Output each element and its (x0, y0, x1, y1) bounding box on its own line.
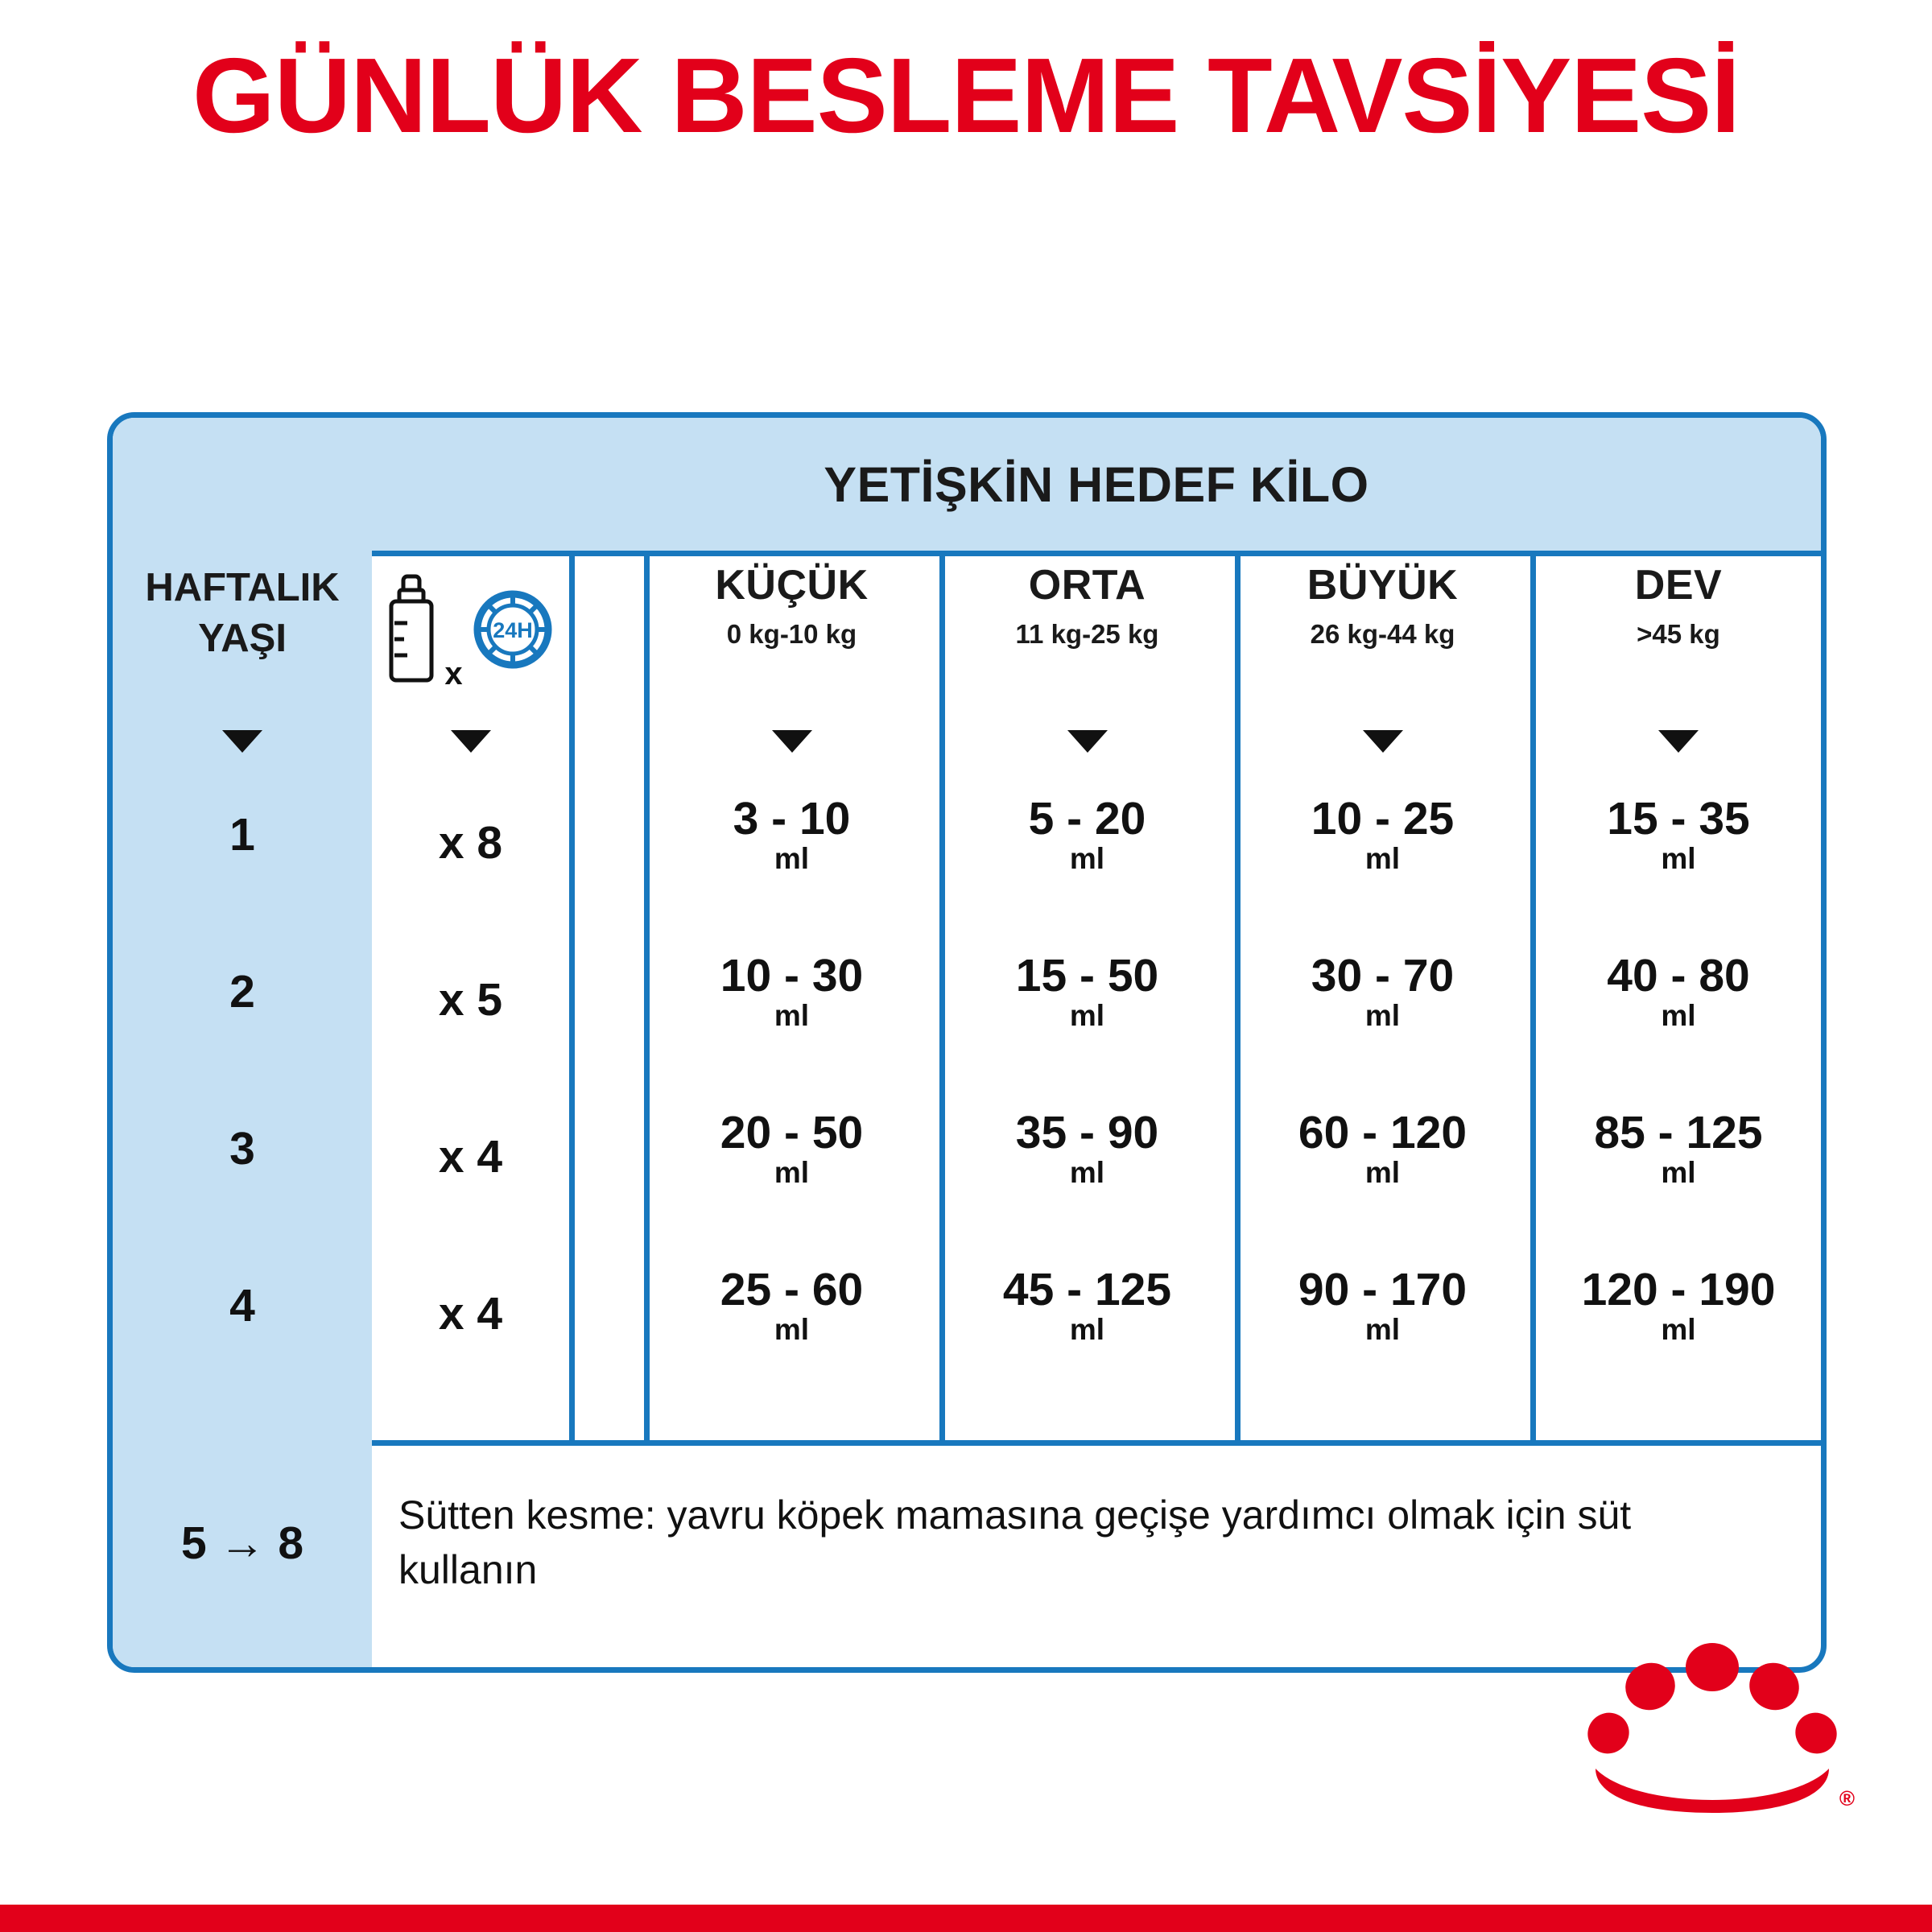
table-cell-value: 10 - 25 (1311, 793, 1455, 844)
column-header-giant-range: >45 kg (1637, 619, 1720, 649)
table-cell-value: 15 - 35 (1607, 793, 1750, 844)
table-row-week: 2 (229, 966, 255, 1018)
table-cell (1530, 1263, 1827, 1347)
table-cell-unit: ml (774, 1156, 810, 1189)
table-cell (1235, 792, 1530, 876)
table-banner-title: YETİŞKİN HEDEF KİLO (824, 456, 1369, 512)
table-cell-unit: ml (1364, 842, 1401, 875)
table-cell-unit: ml (774, 999, 810, 1032)
table-cell-unit: ml (1661, 1313, 1696, 1346)
baby-bottle-icon (383, 573, 440, 690)
table-row-week: 4 (229, 1280, 255, 1331)
svg-text:24H: 24H (492, 617, 533, 642)
table-cell (939, 1263, 1235, 1347)
table-cell-unit: ml (1364, 1156, 1401, 1189)
arrow-down-giant (1658, 730, 1699, 753)
arrow-down-medium (1067, 730, 1108, 753)
divider-above-footer (372, 1440, 1827, 1446)
table-row-frequency: x 8 (438, 817, 503, 869)
24h-clock-icon (468, 584, 558, 679)
table-cell-unit: ml (1364, 999, 1401, 1032)
table-row-week: 1 (229, 809, 255, 861)
column-header-giant (1530, 561, 1827, 650)
table-cell (1530, 792, 1827, 876)
table-cell (644, 1263, 939, 1347)
royal-canin-logo (1587, 1640, 1837, 1813)
table-row-week: 3 (229, 1123, 255, 1174)
table-cell-value: 20 - 50 (720, 1107, 864, 1158)
table-cell-unit: ml (774, 842, 810, 875)
table-cell-value: 35 - 90 (1015, 1107, 1159, 1158)
table-cell-unit: ml (1069, 842, 1105, 875)
table-row-frequency: x 4 (438, 1131, 503, 1183)
column-header-large (1235, 561, 1530, 650)
footer-note: Sütten kesme: yavru köpek mamasına geçişe yardımcı olmak için süt kullanın (398, 1492, 1632, 1592)
table-cell (644, 1106, 939, 1190)
table-cell-value: 10 - 30 (720, 950, 864, 1001)
table-cell (939, 792, 1235, 876)
column-header-medium-name: ORTA (1028, 562, 1146, 609)
page-title: GÜNLÜK BESLEME TAVSİYESİ (192, 36, 1740, 155)
table-cell-value: 85 - 125 (1594, 1107, 1763, 1158)
table-cell-value: 25 - 60 (720, 1264, 864, 1315)
table-cell (1530, 1106, 1827, 1190)
column-header-small (644, 561, 939, 650)
arrow-down-small (772, 730, 812, 753)
column-header-medium (939, 561, 1235, 650)
table-cell-unit: ml (1661, 842, 1696, 875)
week-column-header-line1: HAFTALIK (145, 566, 340, 609)
multiplier-label: x (444, 656, 463, 691)
week-column-header-line2: YAŞI (198, 616, 287, 660)
week-column-header (113, 563, 372, 663)
bottom-red-band (0, 1905, 1932, 1932)
table-cell-value: 40 - 80 (1607, 950, 1750, 1001)
table-cell-value: 5 - 20 (1028, 793, 1146, 844)
registered-mark: ® (1839, 1786, 1855, 1810)
arrow-down-frequency (451, 730, 491, 753)
table-cell (1530, 949, 1827, 1033)
table-cell-unit: ml (1069, 999, 1105, 1032)
table-cell-unit: ml (1661, 1156, 1696, 1189)
table-cell-value: 120 - 190 (1581, 1264, 1776, 1315)
table-row-frequency: x 4 (438, 1288, 503, 1340)
divider-freq-column (569, 551, 575, 1440)
table-cell (1235, 1263, 1530, 1347)
table-cell-unit: ml (1661, 999, 1696, 1032)
column-header-medium-range: 11 kg-25 kg (1015, 619, 1159, 649)
column-header-giant-name: DEV (1634, 562, 1723, 609)
column-header-large-name: BÜYÜK (1307, 562, 1459, 609)
table-cell-unit: ml (774, 1313, 810, 1346)
table-cell-value: 15 - 50 (1015, 950, 1159, 1001)
table-cell-value: 60 - 120 (1298, 1107, 1468, 1158)
divider-under-banner (372, 551, 1827, 556)
column-header-small-name: KÜÇÜK (715, 562, 869, 609)
feeding-table (107, 412, 1827, 1673)
table-row-frequency: x 5 (438, 974, 503, 1026)
table-cell (644, 792, 939, 876)
column-header-large-range: 26 kg-44 kg (1310, 619, 1455, 649)
footer-week-range: 5 → 8 (180, 1517, 304, 1569)
arrow-down-week (222, 730, 262, 753)
table-cell-value: 90 - 170 (1298, 1264, 1468, 1315)
table-cell (1235, 1106, 1530, 1190)
table-cell-value: 45 - 125 (1002, 1264, 1172, 1315)
frequency-column-header (372, 559, 569, 704)
table-cell-value: 3 - 10 (733, 793, 851, 844)
table-cell-unit: ml (1069, 1156, 1105, 1189)
table-cell-value: 30 - 70 (1311, 950, 1455, 1001)
table-cell (939, 949, 1235, 1033)
arrow-down-large (1363, 730, 1403, 753)
table-cell (1235, 949, 1530, 1033)
table-cell-unit: ml (1364, 1313, 1401, 1346)
table-cell (939, 1106, 1235, 1190)
column-header-small-range: 0 kg-10 kg (726, 619, 857, 649)
table-cell (644, 949, 939, 1033)
table-cell-unit: ml (1069, 1313, 1105, 1346)
